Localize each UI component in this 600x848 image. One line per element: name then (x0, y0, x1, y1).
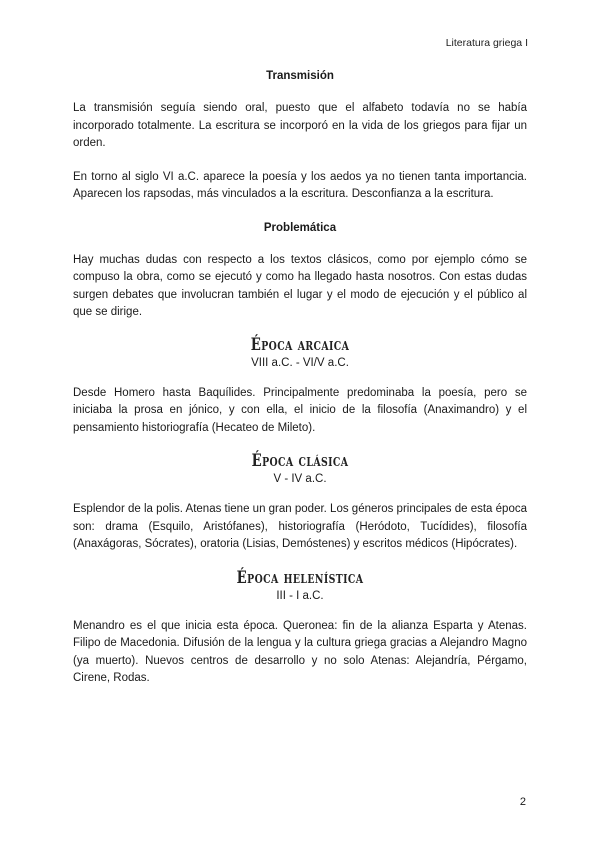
era-dates-arcaica: VIII a.C. - VI/V a.C. (251, 356, 349, 369)
paragraph-transmision-2: En torno al siglo VI a.C. aparece la poesía y los aedos ya no tienen tanta importancia. Aparecen los rapsodas, más vinculados a la escritura. Desconfianza a la escritura. (73, 170, 527, 200)
heading-transmision: Transmisión (266, 70, 334, 82)
era-dates-helenistica: III - I a.C. (276, 589, 324, 602)
era-title-clasica: Época clásica (251, 451, 349, 471)
paragraph-helenistica-1: Menandro es el que inicia esta época. Queronea: fin de la alianza Esparta y Atenas. Filipo de Macedonia. Difusión de la lengua y la cultura griega gracias a Alejandro Magno (ya muerto). Nuevos centros de desarrollo y no solo Atenas: Alejandría, Pérgamo, Cirene, Rodas. (73, 619, 527, 684)
page-number: 2 (519, 796, 526, 808)
running-header: Literatura griega I (445, 37, 528, 49)
paragraph-transmision-1: La transmisión seguía siendo oral, puesto que el alfabeto todavía no se había incorporado totalmente. La escritura se incorporó en la vida de los griegos para fijar un orden. (73, 102, 527, 149)
page-content (73, 70, 527, 688)
era-title-arcaica: Época arcaica (250, 334, 350, 355)
paragraph-arcaica-1: Desde Homero hasta Baquílides. Principalmente predominaba la poesía, pero se iniciaba la prosa en jónico, y con ella, el inicio de la filosofía (Anaximandro) y el pensamiento historiografía (Hecateo de Mileto). (73, 386, 527, 434)
paragraph-clasica-1: Esplendor de la polis. Atenas tiene un gran poder. Los géneros principales de esta época son: drama (Esquilo, Aristófanes), historiografía (Heródoto, Tucídides), filosofía (Anaxágoras, Sócrates), oratoria (Lisias, Demóstenes) y escritos médicos (Hipócrates). (73, 503, 527, 550)
era-title-helenistica: Época helenística (236, 567, 364, 588)
heading-problematica: Problemática (263, 221, 337, 234)
paragraph-problematica-1: Hay muchas dudas con respecto a los textos clásicos, como por ejemplo cómo se compuso la obra, como se ejecutó y como ha llegado hasta nosotros. Con estas dudas surgen debates que involucran también el lugar y el modo de ejecución y el público al que se dirige. (73, 253, 527, 318)
era-dates-clasica: V - IV a.C. (273, 473, 327, 485)
